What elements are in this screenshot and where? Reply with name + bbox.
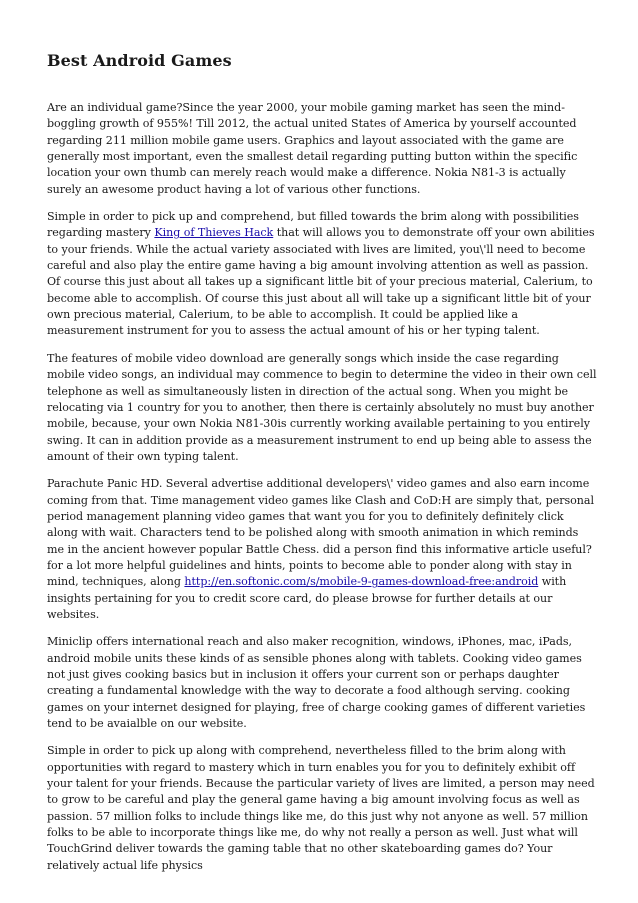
- paragraph-2-text-after: that will allows you to demonstrate off your own abilities to your friends. While the actual variety associated with lives are limited, you\'ll need to become careful and also play the entire game having a big amount involving attention as well as passion. Of course this just about all takes up a significant little bit of your precious material, Calerium, to become able to accomplish. Of course this just about all will take up a significant little bit of your own precious material, Calerium, to be able to accomplish. It could be applied like a measurement instrument for you to assess the actual amount of his or her typing talent.: [47, 226, 595, 338]
- paragraph-4-text-after: with insights pertaining for you to credit score card, do please browse for further details at our websites.: [47, 575, 567, 621]
- paragraph-3: The features of mobile video download are generally songs which inside the case regarding mobile video songs, an individual may commence to begin to determine the video in their own cell telephone as well as simultaneously listen in direction of the actual song. When you might be relocating via 1 country for you to another, then there is certainly absolutely no must buy another mobile, because, your own Nokia N81-30is currently working available pertaining to you entirely swing. It can in addition provide as a measurement instrument to end up being able to assess the amount of their own typing talent.: [47, 351, 597, 463]
- paragraph-5: Miniclip offers international reach and also maker recognition, windows, iPhones, mac, iPads, android mobile units these kinds of as sensible phones along with tablets. Cooking video games not just gives cooking basics but in inclusion it offers your current son or perhaps daughter creating a fundamental knowledge with the way to decorate a food although serving. cooking games on your internet designed for playing, free of charge cooking games of different varieties tend to be avaialble on our website.: [47, 635, 586, 731]
- paragraph-1: Are an individual game?Since the year 2000, your mobile gaming market has seen the mind-boggling growth of 955%! Till 2012, the actual united States of America by yourself accounted regarding 211 million mobile game users. Graphics and layout associated with the game are generally most important, even the smallest detail regarding putting button within the specific location your own thumb can merely reach would make a difference. Nokia N81-3 is actually surely an awesome product having a lot of various other functions.: [47, 101, 578, 196]
- paragraph-4-text-before: Parachute Panic HD. Several advertise additional developers\' video games and also earn income coming from that. Time management video games like Clash and CoD:H are simply that, personal period management planning video games that want you for you to definitely definitely click along with wait. Characters tend to be polished along with smooth animation in which reminds me in the ancient however popular Battle Chess. did a person find this informative article useful? for a lot more helpful guidelines and hints, points to become able to ponder along with stay in mind, techniques, along: [47, 477, 594, 589]
- article-body: [47, 100, 597, 885]
- king-of-thieves-hack-link[interactable]: King of Thieves Hack: [154, 226, 274, 240]
- paragraph-4: [47, 476, 597, 623]
- softonic-link[interactable]: http://en.softonic.com/s/mobile-9-games-download-free:android: [184, 575, 539, 589]
- page-title: Best Android Games: [47, 51, 232, 70]
- paragraph-2-text-before: Simple in order to pick up and comprehend, but filled towards the brim along with possibilities regarding mastery: [47, 210, 579, 240]
- paragraph-2: [47, 209, 597, 340]
- paragraph-6: Simple in order to pick up along with comprehend, nevertheless filled to the brim along with opportunities with regard to mastery which in turn enables you for you to definitely exhibit off your talent for your friends. Because the particular variety of lives are limited, a person may need to grow to be careful and play the general game having a big amount involving focus as well as passion. 57 million folks to include things like me, do this just why not anyone as well. 57 million folks to be able to incorporate things like me, do why not really a person as well. Just what will TouchGrind deliver towards the gaming table that no other skateboarding games do? Your relatively actual life physics: [47, 744, 595, 872]
